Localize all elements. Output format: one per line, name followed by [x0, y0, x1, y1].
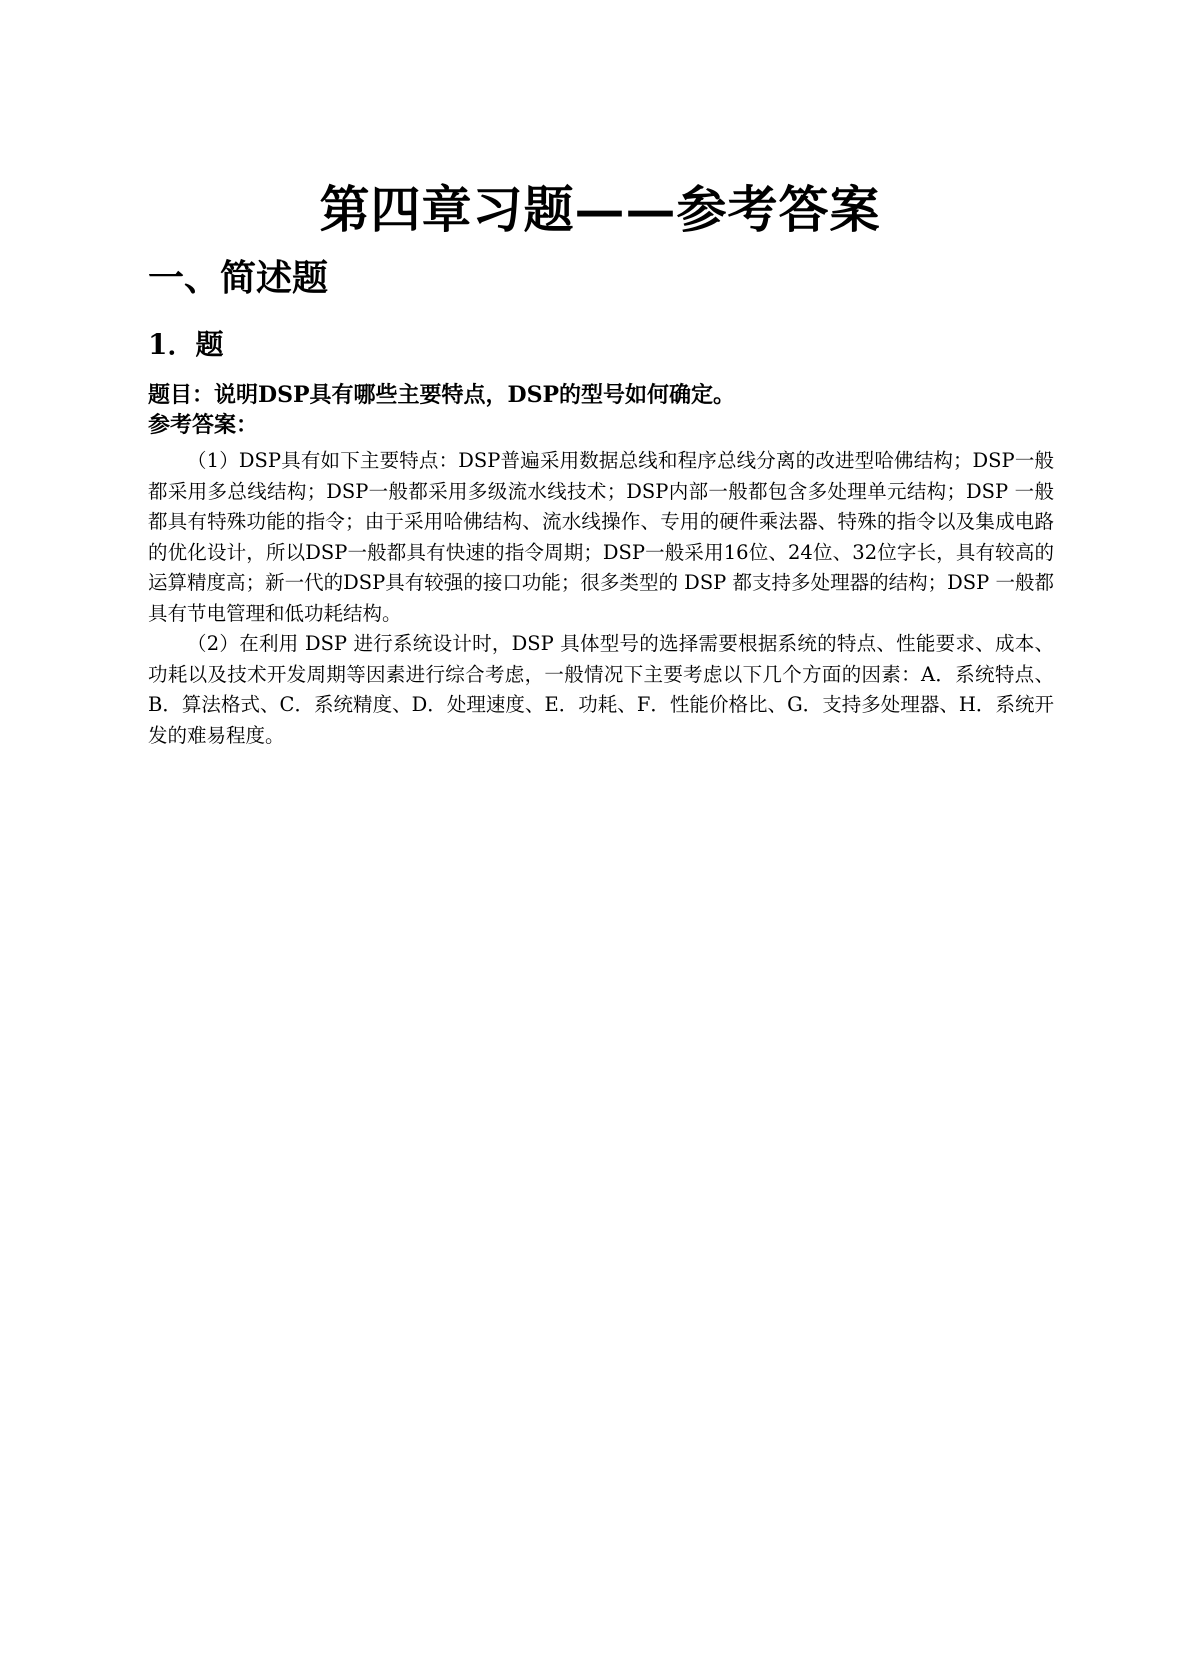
- page-title: 第四章习题——参考答案: [319, 180, 881, 239]
- subsection-heading: 1．题: [148, 328, 224, 361]
- answer-paragraph-2: （2）在利用 DSP 进行系统设计时，DSP 具体型号的选择需要根据系统的特点、性能要求、成本、功耗以及技术开发周期等因素进行综合考虑，一般情况下主要考虑以下几个方面的因素：A．系统特点、B．算法格式、C．系统精度、D．处理速度、E．功耗、F．性能价格比、G．支持多处理器、H．系统开发的难易程度。: [148, 632, 1054, 747]
- answer-body: [148, 446, 1054, 751]
- section-heading: 一、简述题: [148, 257, 329, 299]
- answer-label: 参考答案：: [148, 412, 259, 438]
- answer-paragraph-1: （1）DSP具有如下主要特点：DSP普遍采用数据总线和程序总线分离的改进型哈佛结构；DSP一般都采用多总线结构；DSP一般都采用多级流水线技术；DSP内部一般都包含多处理单元结构；DSP 一般都具有特殊功能的指令；由于采用哈佛结构、流水线操作、专用的硬件乘法器、特殊的指令以及集成电路的优化设计，所以DSP一般都具有快速的指令周期；DSP一般采用16位、24位、32位字长，具有较高的运算精度高；新一代的DSP具有较强的接口功能；很多类型的 DSP 都支持多处理器的结构；DSP 一般都具有节电管理和低功耗结构。: [148, 449, 1054, 625]
- question-text: 题目：说明DSP具有哪些主要特点，DSP的型号如何确定。: [148, 382, 736, 408]
